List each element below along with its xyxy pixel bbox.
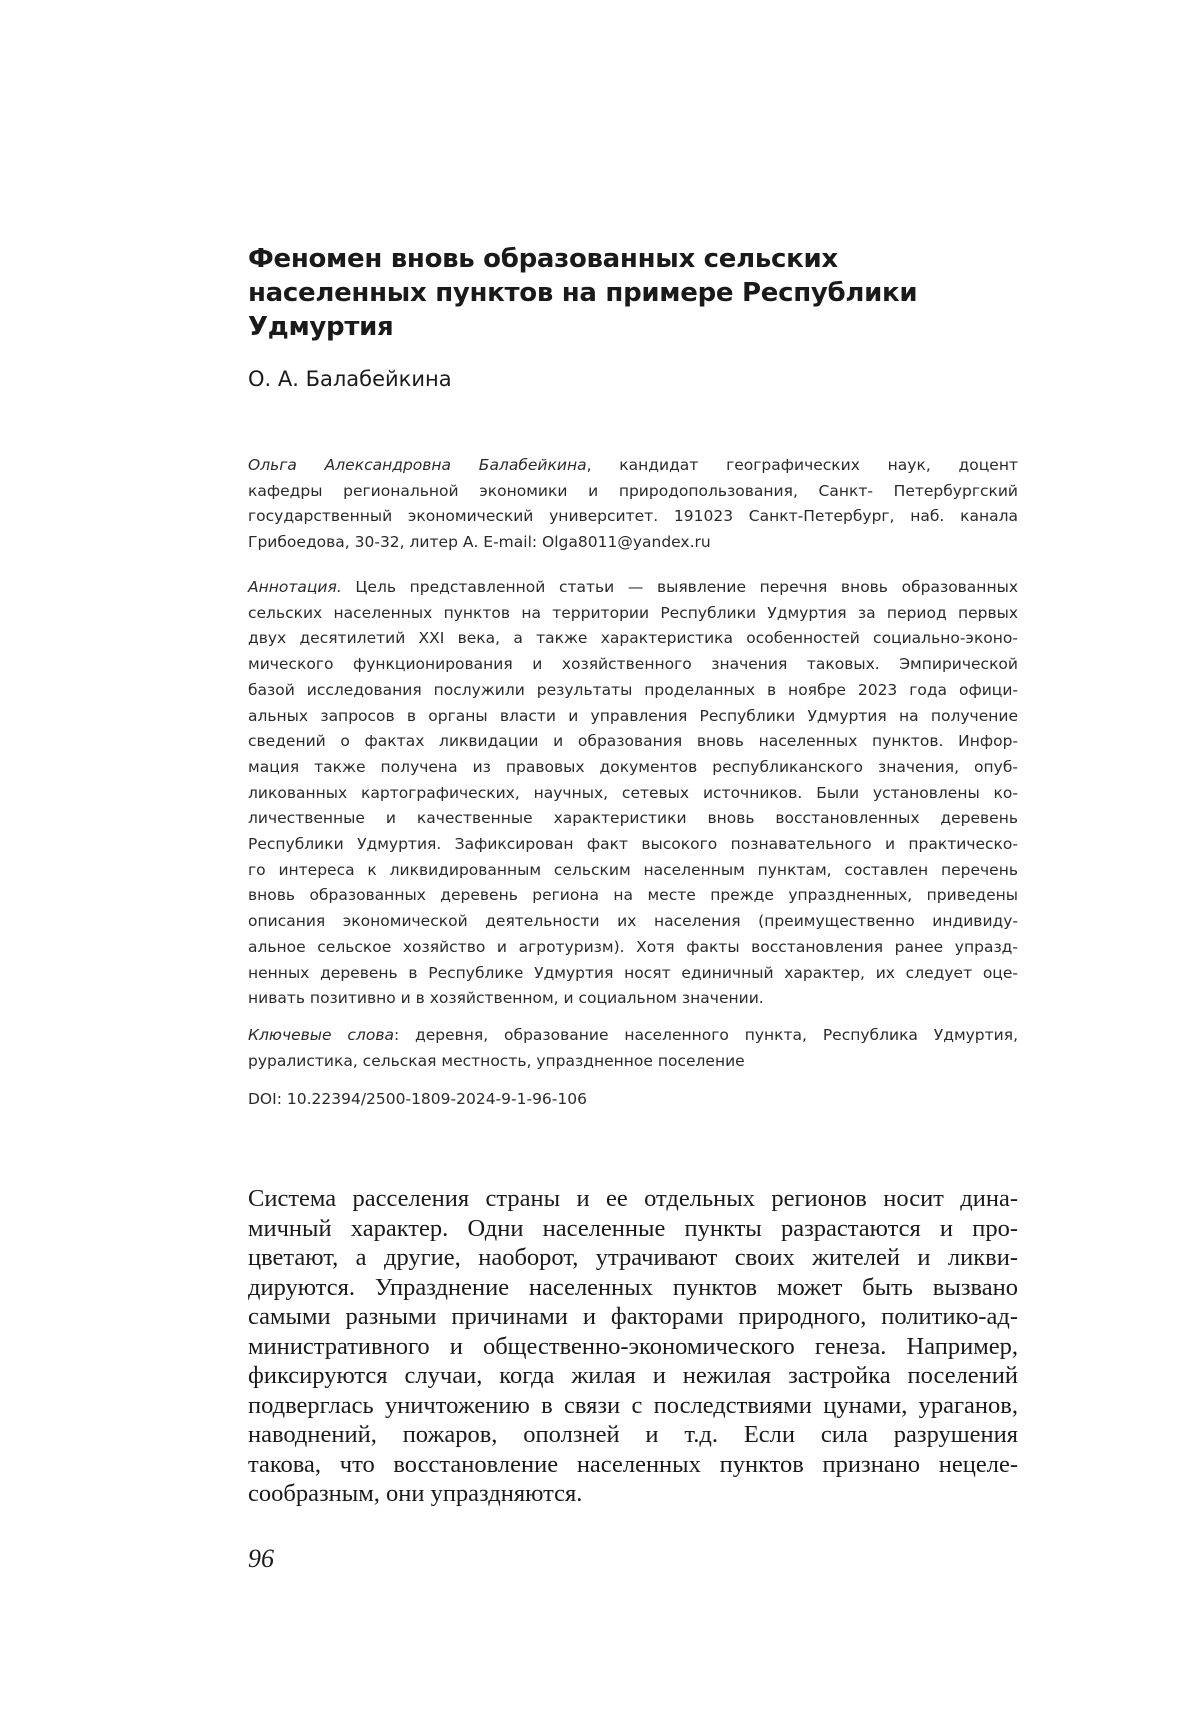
abstract-line: базой исследования послужили результаты проделанных в ноябре 2023 года офици- (248, 678, 1018, 704)
doi (248, 1087, 1018, 1113)
abstract-line: двух десятилетий XXI века, а также характеристика особенностей социально-эконо- (248, 626, 1018, 652)
body-line: цветают, а другие, наоборот, утрачивают своих жителей и ликви- (248, 1243, 1018, 1273)
abstract-line: го интереса к ликвидированным сельским населенным пунктам, составлен перечень (248, 858, 1018, 884)
abstract-line: Республики Удмуртия. Зафиксирован факт высокого познавательного и практическо- (248, 832, 1018, 858)
author-info-line: кафедры региональной экономики и природопользования, Санкт- Петербургский (248, 479, 1018, 505)
keywords (248, 1023, 1018, 1074)
abstract-line: вновь образованных деревень региона на месте прежде упраздненных, приведены (248, 883, 1018, 909)
body-line: наводнений, пожаров, оползней и т.д. Если сила разрушения (248, 1420, 1018, 1450)
keywords-label: Ключевые слова (248, 1026, 394, 1044)
body-line: фиксируются случаи, когда жилая и нежилая застройка поселений (248, 1361, 1018, 1391)
abstract-line: личественные и качественные характеристики вновь восстановленных деревень (248, 806, 1018, 832)
abstract-line: альное сельское хозяйство и агротуризм). Хотя факты восстановления ранее упразд- (248, 935, 1018, 961)
page-number: 96 (248, 1544, 274, 1574)
keywords-line (248, 1023, 1018, 1049)
article-title-line: Феномен вновь образованных сельских (248, 242, 968, 276)
keywords-line: руралистика, сельская местность, упраздненное поселение (248, 1049, 1018, 1075)
abstract-line: нивать позитивно и в хозяйственном, и социальном значении. (248, 986, 1018, 1012)
author-info-line (248, 453, 1018, 479)
body-line: мичный характер. Одни населенные пункты разрастаются и про- (248, 1214, 1018, 1244)
abstract-line: мация также получена из правовых документов республиканского значения, опуб- (248, 755, 1018, 781)
body-paragraph (248, 1184, 1018, 1509)
author-info-line: государственный экономический университет. 191023 Санкт-Петербург, наб. канала (248, 504, 1018, 530)
article-title (248, 242, 968, 344)
body-line: министративного и общественно-экономического генеза. Например, (248, 1332, 1018, 1362)
abstract (248, 575, 1018, 1012)
body-line: дируются. Упразднение населенных пунктов может быть вызвано (248, 1273, 1018, 1303)
abstract-line: альных запросов в органы власти и управления Республики Удмуртия на получение (248, 704, 1018, 730)
abstract-label: Аннотация. (248, 578, 342, 596)
body-line: сообразным, они упраздняются. (248, 1479, 1018, 1509)
abstract-line: мического функционирования и хозяйственного значения таковых. Эмпирической (248, 652, 1018, 678)
keywords-text: : деревня, образование населенного пункта, Республика Удмуртия, (394, 1026, 1018, 1044)
author-name: О. А. Балабейкина (248, 365, 452, 393)
body-line: такова, что восстановление населенных пунктов признано нецеле- (248, 1450, 1018, 1480)
abstract-line: описания экономической деятельности их населения (преимущественно индивиду- (248, 909, 1018, 935)
author-info-text: , кандидат географических наук, доцент (587, 456, 1018, 474)
article-title-line: Удмуртия (248, 310, 968, 344)
abstract-line: сельских населенных пунктов на территории Республики Удмуртия за период первых (248, 601, 1018, 627)
article-title-line: населенных пунктов на примере Республики (248, 276, 968, 310)
body-line: Система расселения страны и ее отдельных регионов носит дина- (248, 1184, 1018, 1214)
body-line: самыми разными причинами и факторами природного, политико-ад- (248, 1302, 1018, 1332)
doi-text: DOI: 10.22394/2500-1809-2024-9-1-96-106 (248, 1087, 1018, 1113)
abstract-line: ненных деревень в Республике Удмуртия носят единичный характер, их следует оце- (248, 961, 1018, 987)
author-full-name: Ольга Александровна Балабейкина (248, 456, 587, 474)
abstract-line: ликованных картографических, научных, сетевых источников. Были установлены ко- (248, 781, 1018, 807)
author-info-line: Грибоедова, 30-32, литер А. E-mail: Olga8011@yandex.ru (248, 530, 1018, 556)
abstract-text: Цель представленной статьи — выявление перечня вновь образованных (342, 578, 1018, 596)
abstract-line (248, 575, 1018, 601)
abstract-line: сведений о фактах ликвидации и образования вновь населенных пунктов. Инфор- (248, 729, 1018, 755)
author-info (248, 453, 1018, 556)
body-line: подверглась уничтожению в связи с последствиями цунами, ураганов, (248, 1391, 1018, 1421)
